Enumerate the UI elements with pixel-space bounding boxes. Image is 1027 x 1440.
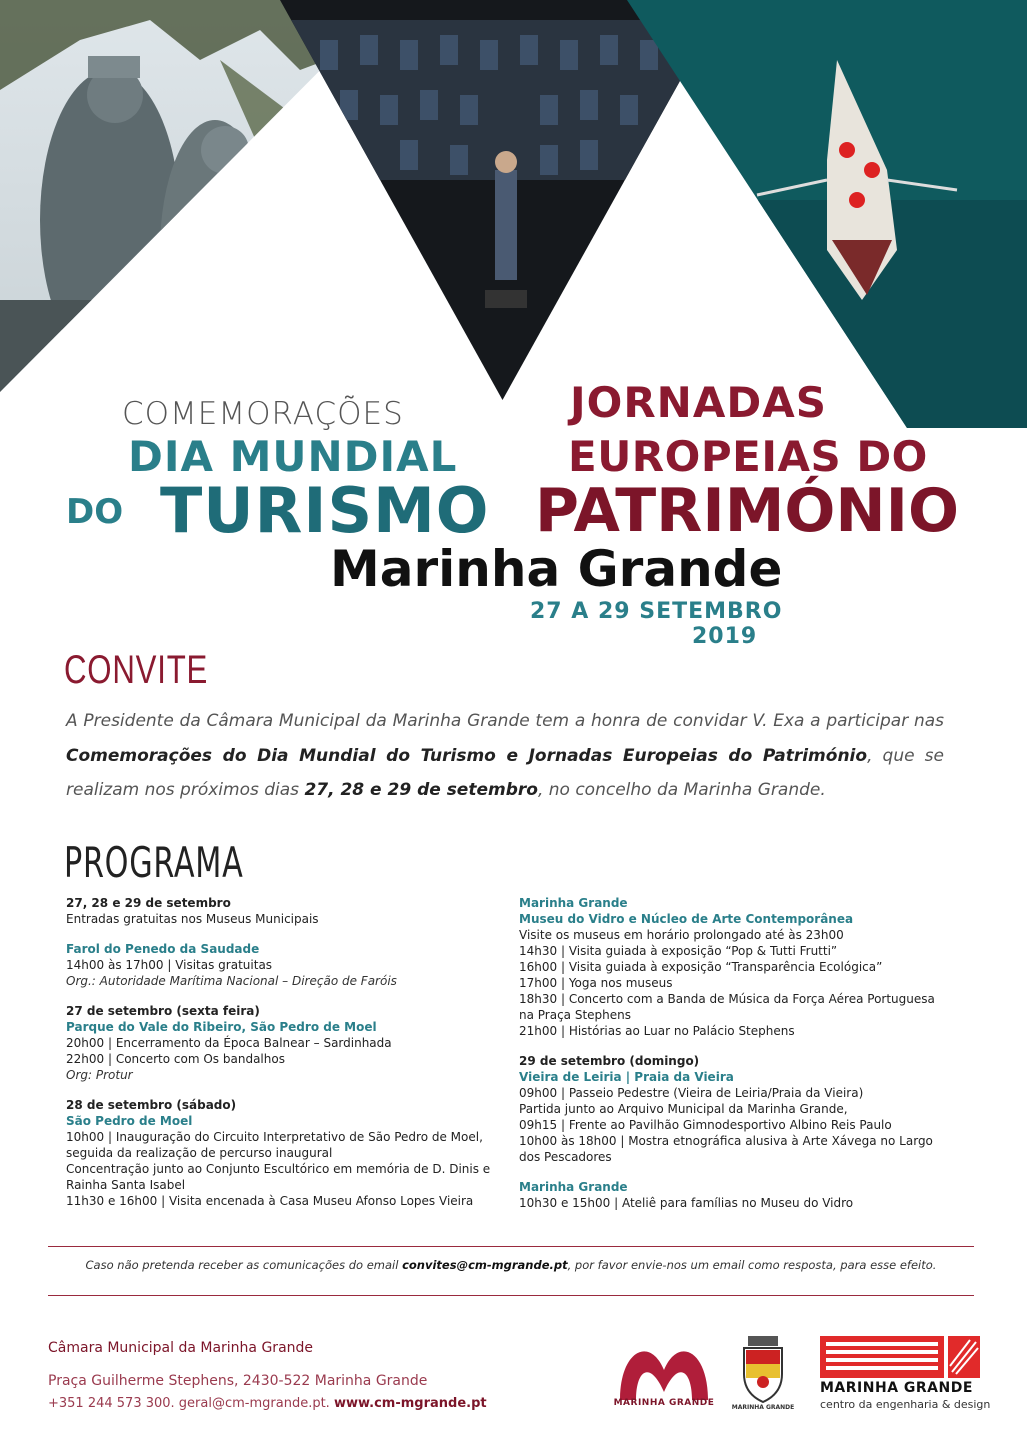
program-line: 21h00 | Histórias ao Luar no Palácio Stephens	[519, 1024, 795, 1038]
ced-name: MARINHA GRANDE	[820, 1380, 973, 1396]
heading-europeias: EUROPEIAS DO	[568, 432, 928, 481]
heading-jornadas: JORNADAS	[570, 378, 827, 427]
program-date: 29 de setembro (domingo)	[519, 1054, 700, 1068]
boat-photo	[627, 0, 1027, 428]
heading-year: 2019	[692, 624, 758, 649]
heading-comemoracoes: COMEMORAÇÕES	[122, 396, 404, 432]
heading-dia-mundial: DIA MUNDIAL	[128, 432, 458, 481]
website-link[interactable]: www.cm-mgrande.pt	[333, 1396, 487, 1411]
ced-logo-icon	[820, 1336, 980, 1378]
program-line: Visite os museus em horário prolongado até às 23h00	[519, 928, 844, 942]
convite-title: CONVITE	[64, 648, 209, 692]
program-date: 27 de setembro (sexta feira)	[66, 1004, 260, 1018]
program-line: Partida junto ao Arquivo Municipal da Marinha Grande,	[519, 1102, 848, 1116]
program-line: 14h00 às 17h00 | Visitas gratuitas	[66, 958, 273, 972]
program-line: 17h00 | Yoga nos museus	[519, 976, 673, 990]
program-line: 22h00 | Concerto com Os bandalhos	[66, 1052, 285, 1066]
program-org: Org: Protur	[66, 1068, 133, 1082]
program-block	[519, 1179, 939, 1211]
program-line: 10h00 | Inauguração do Circuito Interpretativo de São Pedro de Moel, seguida da realização de percurso inaugural	[66, 1130, 483, 1160]
heading-turismo: TURISMO	[160, 474, 490, 547]
heading-dates: 27 A 29 SETEMBRO	[530, 599, 783, 624]
footer-contact: +351 244 573 300. geral@cm-mgrande.pt. www.cm-mgrande.pt	[48, 1396, 487, 1411]
program-place: Vieira de Leiria | Praia da Vieira	[519, 1070, 734, 1084]
program-block	[66, 1003, 496, 1083]
program-place: São Pedro de Moel	[66, 1114, 193, 1128]
program-place: Parque do Vale do Ribeiro, São Pedro de Moel	[66, 1020, 377, 1034]
program-line: 09h00 | Passeio Pedestre (Vieira de Leiria/Praia da Vieira)	[519, 1086, 864, 1100]
crest-label: MARINHA GRANDE	[731, 1404, 795, 1411]
program-line: 20h00 | Encerramento da Época Balnear – Sardinhada	[66, 1036, 392, 1050]
email-link[interactable]: convites@cm-mgrande.pt	[402, 1258, 568, 1272]
program-block	[519, 1053, 939, 1165]
program-org: Org.: Autoridade Marítima Nacional – Direção de Faróis	[66, 974, 397, 988]
divider	[48, 1246, 974, 1247]
program-block	[519, 895, 939, 1039]
header-photos	[0, 0, 1027, 430]
program-line: 09h15 | Frente ao Pavilhão Gimnodesportivo Albino Reis Paulo	[519, 1118, 892, 1132]
program-place: Farol do Penedo da Saudade	[66, 942, 260, 956]
programa-right-column	[519, 895, 939, 1225]
unsubscribe-notice: Caso não pretenda receber as comunicações do email convites@cm-mgrande.pt, por favor envie-nos um email como resposta, para esse efeito.	[85, 1258, 937, 1272]
program-line: Concentração junto ao Conjunto Escultórico em memória de D. Dinis e Rainha Santa Isabel	[66, 1162, 491, 1192]
orchestra-photo	[280, 0, 725, 400]
program-date: 27, 28 e 29 de setembro	[66, 896, 231, 910]
program-line: 14h30 | Visita guiada à exposição “Pop & Tutti Frutti”	[519, 944, 838, 958]
convite-paragraph: A Presidente da Câmara Municipal da Marinha Grande tem a honra de convidar V. Exa a participar nas Comemorações do Dia Mundial do Turismo e Jornadas Europeias do Património, que se realizam nos próximos dias 27, 28 e 29 de setembro, no concelho da Marinha Grande.	[66, 711, 944, 800]
program-block	[66, 941, 496, 989]
program-line: 10h30 e 15h00 | Ateliê para famílias no Museu do Vidro	[519, 1196, 854, 1210]
program-line: 10h00 às 18h00 | Mostra etnográfica alusiva à Arte Xávega no Largo dos Pescadores	[519, 1134, 933, 1164]
programa-title: PROGRAMA	[64, 838, 244, 887]
divider	[48, 1295, 974, 1296]
program-place: Marinha Grande	[519, 1180, 628, 1194]
program-place: Museu do Vidro e Núcleo de Arte Contemporânea	[519, 912, 854, 926]
program-line: Entradas gratuitas nos Museus Municipais	[66, 912, 319, 926]
program-line: 18h30 | Concerto com a Banda de Música da Força Aérea Portuguesa na Praça Stephens	[519, 992, 935, 1022]
programa-left-column	[66, 895, 496, 1223]
program-block	[66, 895, 496, 927]
heading-do: DO	[66, 492, 124, 532]
heading-city: Marinha Grande	[330, 540, 783, 598]
logo-label: MARINHA GRANDE	[613, 1398, 715, 1408]
heading-patrimonio: PATRIMÓNIO	[535, 476, 959, 546]
program-date: 28 de setembro (sábado)	[66, 1098, 237, 1112]
program-block	[66, 1097, 496, 1209]
footer-address: Praça Guilherme Stephens, 2430-522 Marinha Grande	[48, 1373, 428, 1389]
footer-org: Câmara Municipal da Marinha Grande	[48, 1340, 314, 1356]
program-place: Marinha Grande	[519, 896, 628, 910]
program-line: 11h30 e 16h00 | Visita encenada à Casa Museu Afonso Lopes Vieira	[66, 1194, 474, 1208]
program-line: 16h00 | Visita guiada à exposição “Transparência Ecológica”	[519, 960, 883, 974]
crest-icon	[736, 1334, 790, 1406]
ced-subtitle: centro da engenharia & design	[820, 1398, 991, 1411]
